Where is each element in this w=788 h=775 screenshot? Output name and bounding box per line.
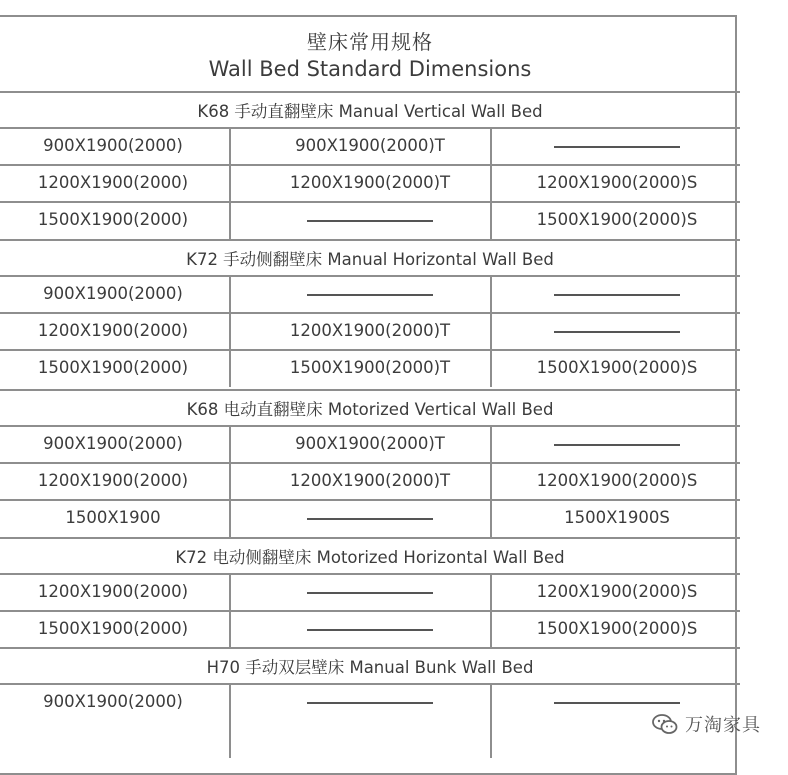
heading-divider <box>0 127 740 129</box>
empty-cell-dash <box>307 294 433 296</box>
spec-cell: 900X1900(2000) <box>43 692 183 711</box>
empty-cell-dash <box>307 629 433 631</box>
spec-cell: 1200X1900(2000)S <box>536 173 698 192</box>
spec-cell: 900X1900(2000)T <box>295 136 445 155</box>
empty-cell-dash <box>307 592 433 594</box>
section-heading: H70 手动双层壁床 Manual Bunk Wall Bed <box>206 658 534 677</box>
empty-cell-dash <box>554 702 680 704</box>
table-title-cn: 壁床常用规格 <box>307 30 433 54</box>
heading-divider <box>0 425 740 427</box>
wechat-icon <box>651 713 679 735</box>
column-divider <box>229 128 231 239</box>
row-divider <box>0 349 740 351</box>
spec-cell: 1500X1900(2000) <box>37 619 189 638</box>
section-divider <box>0 239 740 241</box>
section-heading: K72 手动侧翻壁床 Manual Horizontal Wall Bed <box>186 250 554 269</box>
spec-cell: 900X1900(2000) <box>43 284 183 303</box>
empty-cell-dash <box>554 444 680 446</box>
spec-cell: 1500X1900(2000) <box>37 358 189 377</box>
column-divider <box>229 426 231 537</box>
column-divider <box>490 276 492 387</box>
column-divider <box>490 128 492 239</box>
row-divider <box>0 201 740 203</box>
heading-divider <box>0 573 740 575</box>
spec-cell: 1500X1900(2000) <box>37 210 189 229</box>
section-divider <box>0 647 740 649</box>
spec-cell: 1200X1900(2000) <box>37 471 189 490</box>
watermark <box>651 711 761 737</box>
column-divider <box>490 574 492 648</box>
section-divider <box>0 389 740 391</box>
column-divider <box>229 684 231 758</box>
column-divider <box>490 684 492 758</box>
empty-cell-dash <box>554 294 680 296</box>
empty-cell-dash <box>307 220 433 222</box>
spec-cell: 1200X1900(2000)S <box>536 582 698 601</box>
watermark-text: 万淘家具 <box>685 715 761 736</box>
spec-cell: 1500X1900(2000)S <box>536 210 698 229</box>
column-divider <box>229 574 231 648</box>
spec-cell: 1200X1900(2000)T <box>289 321 451 340</box>
spec-cell: 900X1900(2000) <box>43 136 183 155</box>
spec-cell: 1500X1900(2000)T <box>289 358 451 377</box>
spec-cell: 1200X1900(2000)T <box>289 471 451 490</box>
section-divider <box>0 91 740 93</box>
spec-cell: 1200X1900(2000)T <box>289 173 451 192</box>
section-heading: K72 电动侧翻壁床 Motorized Horizontal Wall Bed <box>175 548 565 567</box>
spec-cell: 1200X1900(2000) <box>37 321 189 340</box>
row-divider <box>0 312 740 314</box>
spec-cell: 1500X1900S <box>564 508 670 527</box>
row-divider <box>0 164 740 166</box>
row-divider <box>0 610 740 612</box>
spec-cell: 1500X1900(2000)S <box>536 358 698 377</box>
heading-divider <box>0 275 740 277</box>
section-heading: K68 电动直翻壁床 Motorized Vertical Wall Bed <box>186 400 554 419</box>
spec-cell: 1500X1900 <box>65 508 161 527</box>
row-divider <box>0 499 740 501</box>
row-divider <box>0 462 740 464</box>
spec-cell: 900X1900(2000)T <box>295 434 445 453</box>
empty-cell-dash <box>307 518 433 520</box>
section-divider <box>0 537 740 539</box>
column-divider <box>229 276 231 387</box>
empty-cell-dash <box>554 146 680 148</box>
heading-divider <box>0 683 740 685</box>
spec-cell: 1200X1900(2000)S <box>536 471 698 490</box>
spec-cell: 1200X1900(2000) <box>37 173 189 192</box>
empty-cell-dash <box>307 702 433 704</box>
table-title-en: Wall Bed Standard Dimensions <box>208 57 532 81</box>
spec-cell: 900X1900(2000) <box>43 434 183 453</box>
empty-cell-dash <box>554 331 680 333</box>
section-heading: K68 手动直翻壁床 Manual Vertical Wall Bed <box>197 102 543 121</box>
column-divider <box>490 426 492 537</box>
spec-cell: 1500X1900(2000)S <box>536 619 698 638</box>
spec-cell: 1200X1900(2000) <box>37 582 189 601</box>
